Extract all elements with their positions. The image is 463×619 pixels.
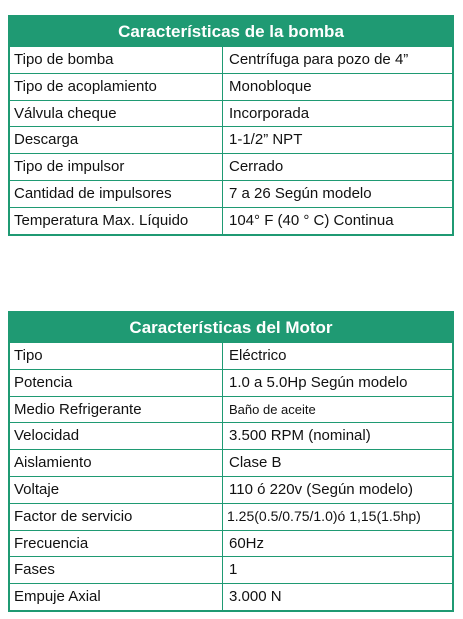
row-value: Incorporada <box>229 104 310 122</box>
row-label: Válvula cheque <box>10 101 223 127</box>
row-label: Cantidad de impulsores <box>10 181 223 207</box>
row-value: 3.500 RPM (nominal) <box>229 427 371 445</box>
row-value: 1.25(0.5/0.75/1.0)ó 1,15(1.5hp) <box>227 507 421 524</box>
table-row <box>10 46 452 73</box>
pump-characteristics-table <box>8 15 454 236</box>
row-value: 1.0 a 5.0Hp Según modelo <box>229 373 408 391</box>
table-row <box>10 476 452 503</box>
row-label: Tipo de bomba <box>10 47 223 73</box>
table-row <box>10 556 452 583</box>
row-label: Empuje Axial <box>10 584 223 610</box>
row-label: Frecuencia <box>10 531 223 557</box>
row-label: Velocidad <box>10 423 223 449</box>
row-label: Tipo de impulsor <box>10 154 223 180</box>
row-value: 60Hz <box>229 534 265 552</box>
row-label: Fases <box>10 557 223 583</box>
table-row <box>10 126 452 153</box>
row-label: Voltaje <box>10 477 223 503</box>
table-row <box>10 503 452 530</box>
row-label: Temperatura Max. Líquido <box>10 208 223 234</box>
table-row <box>10 369 452 396</box>
row-value: 110 ó 220v (Según modelo) <box>229 480 414 498</box>
row-label: Tipo de acoplamiento <box>10 74 223 100</box>
row-value: Monobloque <box>229 77 312 95</box>
table-row <box>10 583 452 610</box>
motor-table-title: Características del Motor <box>10 313 452 342</box>
row-value: Centrífuga para pozo de 4” <box>229 51 409 68</box>
row-value: 3.000 N <box>229 588 282 606</box>
row-label: Factor de servicio <box>10 504 223 530</box>
table-row <box>10 449 452 476</box>
row-label: Medio Refrigerante <box>10 397 223 423</box>
table-row <box>10 153 452 180</box>
row-value: Cerrado <box>229 158 284 176</box>
row-value: 1 <box>229 561 238 579</box>
pump-table-title: Características de la bomba <box>10 17 452 46</box>
motor-characteristics-table <box>8 311 454 612</box>
row-value: Clase B <box>229 454 282 472</box>
table-row <box>10 530 452 557</box>
row-label: Potencia <box>10 370 223 396</box>
table-row <box>10 100 452 127</box>
table-row <box>10 396 452 423</box>
row-value: 104° F (40 ° C) Continua <box>229 211 394 229</box>
table-row <box>10 342 452 369</box>
table-row <box>10 422 452 449</box>
table-row <box>10 180 452 207</box>
table-row <box>10 73 452 100</box>
row-value: 1-1/2” NPT <box>229 131 303 149</box>
row-label: Descarga <box>10 127 223 153</box>
table-row <box>10 207 452 234</box>
row-value: 7 a 26 Según modelo <box>229 184 372 202</box>
row-value: Baño de aceite <box>229 401 316 417</box>
row-label: Tipo <box>10 343 223 369</box>
row-value: Eléctrico <box>229 347 287 364</box>
row-label: Aislamiento <box>10 450 223 476</box>
